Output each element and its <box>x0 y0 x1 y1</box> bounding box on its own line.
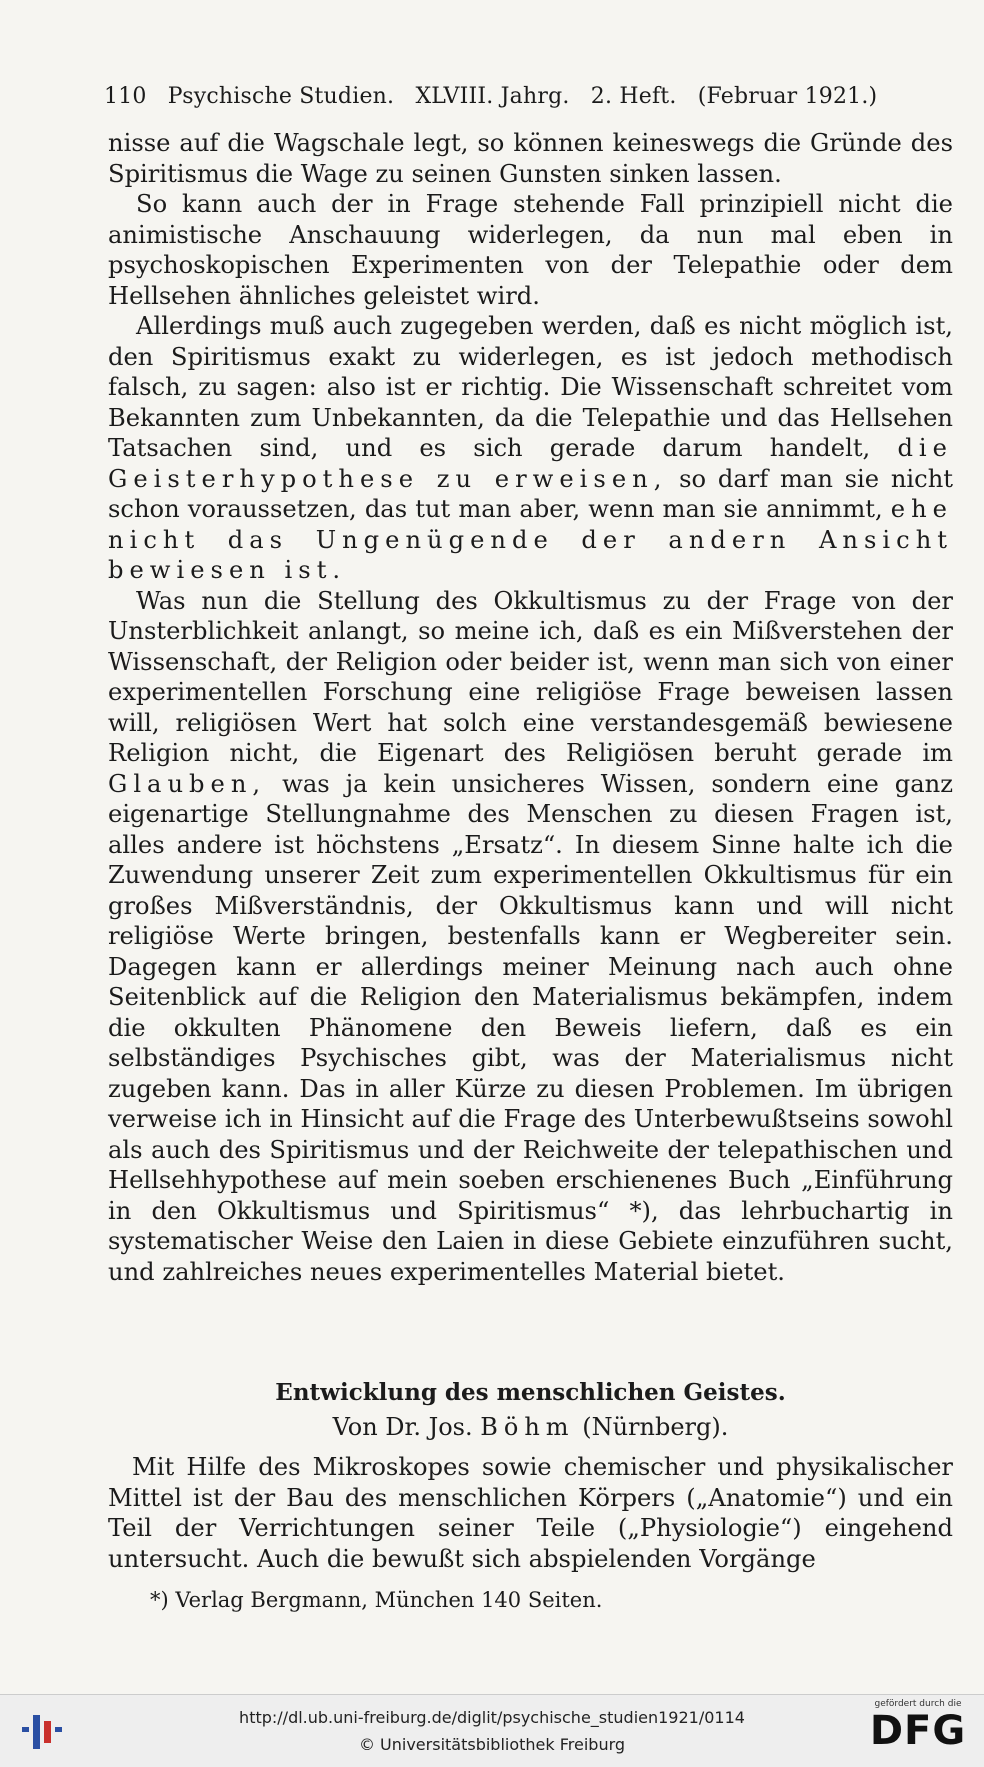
footnote: *) Verlag Bergmann, München 140 Seiten. <box>150 1588 603 1612</box>
journal-title: Psychische Studien. <box>167 84 395 109</box>
copyright-notice: © Universitätsbibliothek Freiburg <box>358 1735 626 1754</box>
paragraph: nisse auf die Wagschale legt, so können keineswegs die Gründe des Spiritismus die Wage zu seinen Gunsten sinken lassen. <box>108 129 953 188</box>
spaced-emphasis: Glauben, <box>108 769 267 798</box>
article-title: Entwicklung des menschlichen Geistes. <box>275 1379 786 1406</box>
author-location: (Nürnberg). <box>582 1413 729 1441</box>
text-run: was ja kein unsicheres Wissen, sondern eine ganz eigenartige Stellungnahme des Menschen zu diesen Fragen ist, alles andere ist höchstens „Ersatz“. In diesem Sinne halte ich die Zuwendung unserer Zeit zum experimentellen Okkultismus für ein großes Mißverständnis, der Okkultismus kann und will nicht religiöse Werte bringen, bestenfalls kann er Wegbereiter sein. Dagegen kann er allerdings meiner Meinung nach auch ohne Seitenblick auf die Religion den Materialismus bekämpfen, indem die okkulten Phänomene den Beweis liefern, daß es ein selbständiges Psychisches gibt, was der Materialismus nicht zugeben kann. Das in aller Kürze zu diesen Problemen. Im übrigen verweise ich in Hinsicht auf die Frage des Unterbewußtseins sowohl als auch des Spiritismus und der Reichweite der telepathischen und Hellsehhypothese auf mein soeben erschienenes Buch „Einführung in den Okkultismus und Spiritismus“ *), das lehrbuchartig in systematischer Weise den Laien in diese Gebiete einzuführen sucht, und zahlreiches neues experimentelles Material bietet. <box>108 769 953 1286</box>
spaced-emphasis: ehe nicht das Ungenügende der andern Ansicht bewiesen ist. <box>108 495 953 584</box>
author-name: Böhm <box>480 1413 575 1441</box>
paragraph: So kann auch der in Frage stehende Fall prinzipiell nicht die animistische Anschauung widerlegen, da nun mal eben in psychoskopischen Experimenten von der Telepathie oder dem Hellsehen ähnliches geleistet wird. <box>108 190 953 310</box>
paragraph <box>108 586 953 1288</box>
text-run: so darf man sie nicht schon voraussetzen, das tut man aber, wenn man sie annimmt, <box>108 464 953 523</box>
running-header <box>104 84 904 109</box>
paragraph <box>108 311 953 586</box>
article-body-2 <box>108 1452 953 1574</box>
dfg-logo-text: DFG <box>869 1708 967 1754</box>
text-run: Allerdings muß auch zugegeben werden, daß es nicht möglich ist, den Spiritismus exakt zu widerlegen, es ist jedoch methodisch falsch, zu sagen: also ist er richtig. Die Wissenschaft schreitet vom Bekannten zum Unbekannten, da die Telepathie und das Hellsehen Tatsachen sind, und es sich gerade darum handelt, <box>108 312 953 462</box>
issue-date: (Februar 1921.) <box>697 84 878 109</box>
page-number: 110 <box>104 84 147 109</box>
issue: 2. Heft. <box>590 84 677 109</box>
paragraph: Mit Hilfe des Mikroskopes sowie chemischer und physikalischer Mittel ist der Bau des menschlichen Körpers („Anatomie“) und ein Teil der Verrichtungen seiner Teile („Physiologie“) eingehend untersucht. Auch die bewußt sich abspielenden Vorgänge <box>108 1453 953 1573</box>
viewer-footer <box>0 1694 984 1767</box>
article-body <box>108 128 953 1287</box>
text-run: Was nun die Stellung des Okkultismus zu der Frage von der Unsterblichkeit anlangt, so meine ich, daß es ein Mißverstehen der Wissenschaft, der Religion oder beider ist, wenn man sich von einer experimentellen Forschung eine religiöse Frage beweisen lassen will, religiösen Wert hat solch eine verstandesgemäß bewiesene Religion nicht, die Eigenart des Religiösen beruht gerade im <box>108 586 953 767</box>
volume: XLVIII. Jahrg. <box>415 84 570 109</box>
article-author <box>108 1413 953 1441</box>
dfg-logo <box>864 1699 972 1753</box>
dfg-caption: gefördert durch die <box>874 1699 962 1709</box>
spaced-emphasis: die Geisterhypothese zu erweisen, <box>108 434 953 493</box>
author-prefix: Von Dr. Jos. <box>332 1413 473 1441</box>
source-url-link[interactable]: http://dl.ub.uni-freiburg.de/diglit/psychische_studien1921/0114 <box>239 1708 745 1727</box>
